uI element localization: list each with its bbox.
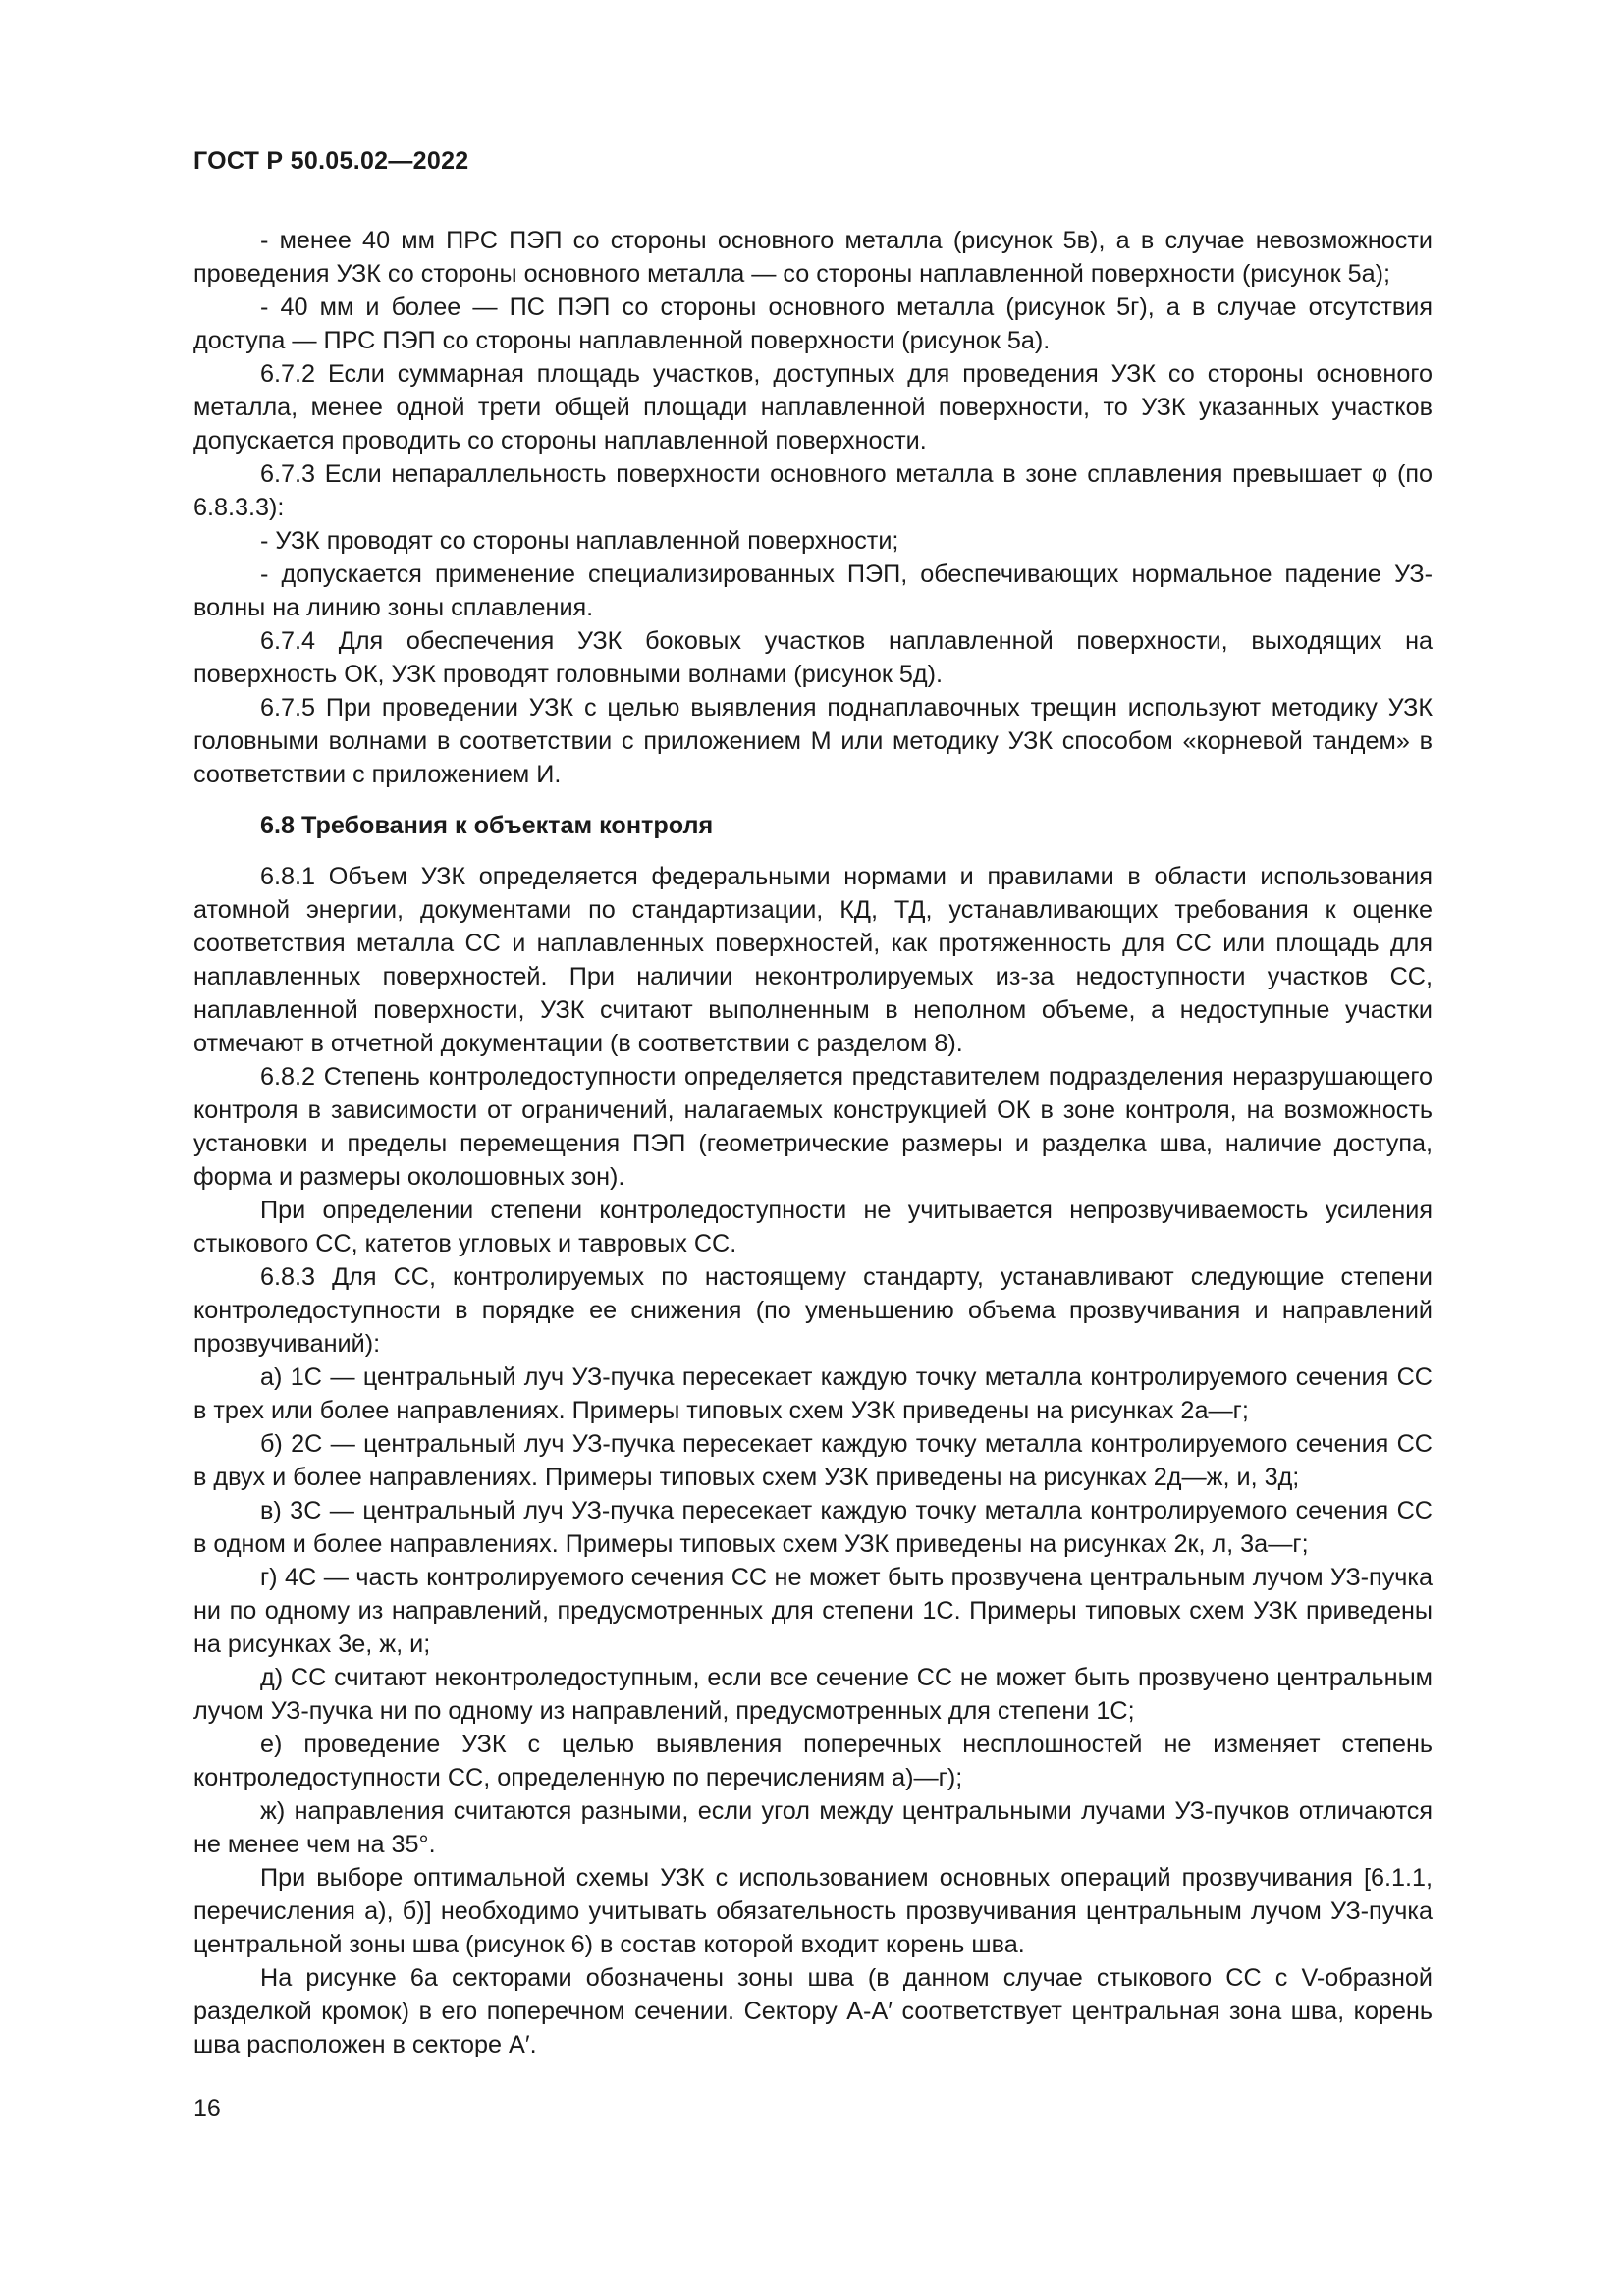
page-number: 16 xyxy=(193,2095,221,2122)
paragraph: На рисунке 6а секторами обозначены зоны шва (в данном случае стыкового СС с V-образной разделкой кромок) в его поперечном сечении. Сектору А-А′ соответствует центральная зона шва, корень шва расположен в секторе А′. xyxy=(193,1964,1433,2058)
paragraph: При определении степени контроледоступности не учитывается непрозвучиваемость усиления стыкового СС, катетов угловых и тавровых СС. xyxy=(193,1197,1433,1257)
list-item: а) 1С — центральный луч УЗ-пучка пересекает каждую точку металла контролируемого сечения СС в трех или более направлениях. Примеры типовых схем УЗК приведены на рисунках 2а—г; xyxy=(193,1363,1433,1424)
paragraph: 6.7.4 Для обеспечения УЗК боковых участков наплавленной поверхности, выходящих на поверхность ОК, УЗК проводят головными волнами (рисунок 5д). xyxy=(193,627,1433,688)
paragraph: 6.7.5 При проведении УЗК с целью выявления поднаплавочных трещин используют методику УЗК головными волнами в соответствии с приложением М или методику УЗК способом «корневой тандем» в соответствии с приложением И. xyxy=(193,694,1433,788)
paragraph: 6.8.3 Для СС, контролируемых по настоящему стандарту, устанавливают следующие степени контроледоступности в порядке ее снижения (по уменьшению объема прозвучивания и направлений прозвучиваний): xyxy=(193,1263,1433,1358)
list-item: ж) направления считаются разными, если угол между центральными лучами УЗ-пучков отличаются не менее чем на 35°. xyxy=(193,1797,1433,1858)
paragraph: - 40 мм и более — ПС ПЭП со стороны основного металла (рисунок 5г), а в случае отсутствия доступа — ПРС ПЭП со стороны наплавленной поверхности (рисунок 5а). xyxy=(193,294,1433,354)
paragraph: - менее 40 мм ПРС ПЭП со стороны основного металла (рисунок 5в), а в случае невозможности проведения УЗК со стороны основного металла — со стороны наплавленной поверхности (рисунок 5а); xyxy=(193,227,1433,288)
list-item: в) 3С — центральный луч УЗ-пучка пересекает каждую точку металла контролируемого сечения СС в одном и более направлениях. Примеры типовых схем УЗК приведены на рисунках 2к, л, 3а—г; xyxy=(193,1497,1433,1558)
list-item: д) СС считают неконтроледоступным, если все сечение СС не может быть прозвучено центральным лучом УЗ-пучка ни по одному из направлений, предусмотренных для степени 1С; xyxy=(193,1664,1433,1725)
paragraph: 6.8.2 Степень контроледоступности определяется представителем подразделения неразрушающего контроля в зависимости от ограничений, налагаемых конструкцией ОК в зоне контроля, на возможность установки и пределы перемещения ПЭП (геометрические размеры и разделка шва, наличие доступа, форма и размеры околошовных зон). xyxy=(193,1063,1433,1191)
section-heading: 6.8 Требования к объектам контроля xyxy=(260,812,714,839)
paragraph: - допускается применение специализированных ПЭП, обеспечивающих нормальное падение УЗ-волны на линию зоны сплавления. xyxy=(193,561,1433,621)
list-item: г) 4С — часть контролируемого сечения СС не может быть прозвучена центральным лучом УЗ-пучка ни по одному из направлений, предусмотренных для степени 1С. Примеры типовых схем УЗК приведены на рисунках 3е, ж, и; xyxy=(193,1564,1433,1658)
document-header: ГОСТ Р 50.05.02—2022 xyxy=(193,147,469,175)
paragraph: 6.8.1 Объем УЗК определяется федеральными нормами и правилами в области использования атомной энергии, документами по стандартизации, КД, ТД, устанавливающих требования к оценке соответствия металла СС и наплавленных поверхностей, как протяженность для СС или площадь для наплавленных поверхностей. При наличии неконтролируемых из-за недоступности участков СС, наплавленной поверхности, УЗК считают выполненным в неполном объеме, а недоступные участки отмечают в отчетной документации (в соответствии с разделом 8). xyxy=(193,863,1433,1057)
paragraph: 6.7.3 Если непараллельность поверхности основного металла в зоне сплавления превышает φ (по 6.8.3.3): xyxy=(193,460,1433,521)
list-item: е) проведение УЗК с целью выявления поперечных несплошностей не изменяет степень контроледоступности СС, определенную по перечислениям а)—г); xyxy=(193,1731,1433,1791)
paragraph: - УЗК проводят со стороны наплавленной поверхности; xyxy=(260,527,899,555)
paragraph: 6.7.2 Если суммарная площадь участков, доступных для проведения УЗК со стороны основного металла, менее одной трети общей площади наплавленной поверхности, то УЗК указанных участков допускается проводить со стороны наплавленной поверхности. xyxy=(193,360,1433,454)
document-body xyxy=(193,224,1433,2061)
list-item: б) 2С — центральный луч УЗ-пучка пересекает каждую точку металла контролируемого сечения СС в двух и более направлениях. Примеры типовых схем УЗК приведены на рисунках 2д—ж, и, 3д; xyxy=(193,1430,1433,1491)
paragraph: При выборе оптимальной схемы УЗК с использованием основных операций прозвучивания [6.1.1, перечисления а), б)] необходимо учитывать обязательность прозвучивания центральным лучом УЗ-пучка центральной зоны шва (рисунок 6) в состав которой входит корень шва. xyxy=(193,1864,1433,1958)
